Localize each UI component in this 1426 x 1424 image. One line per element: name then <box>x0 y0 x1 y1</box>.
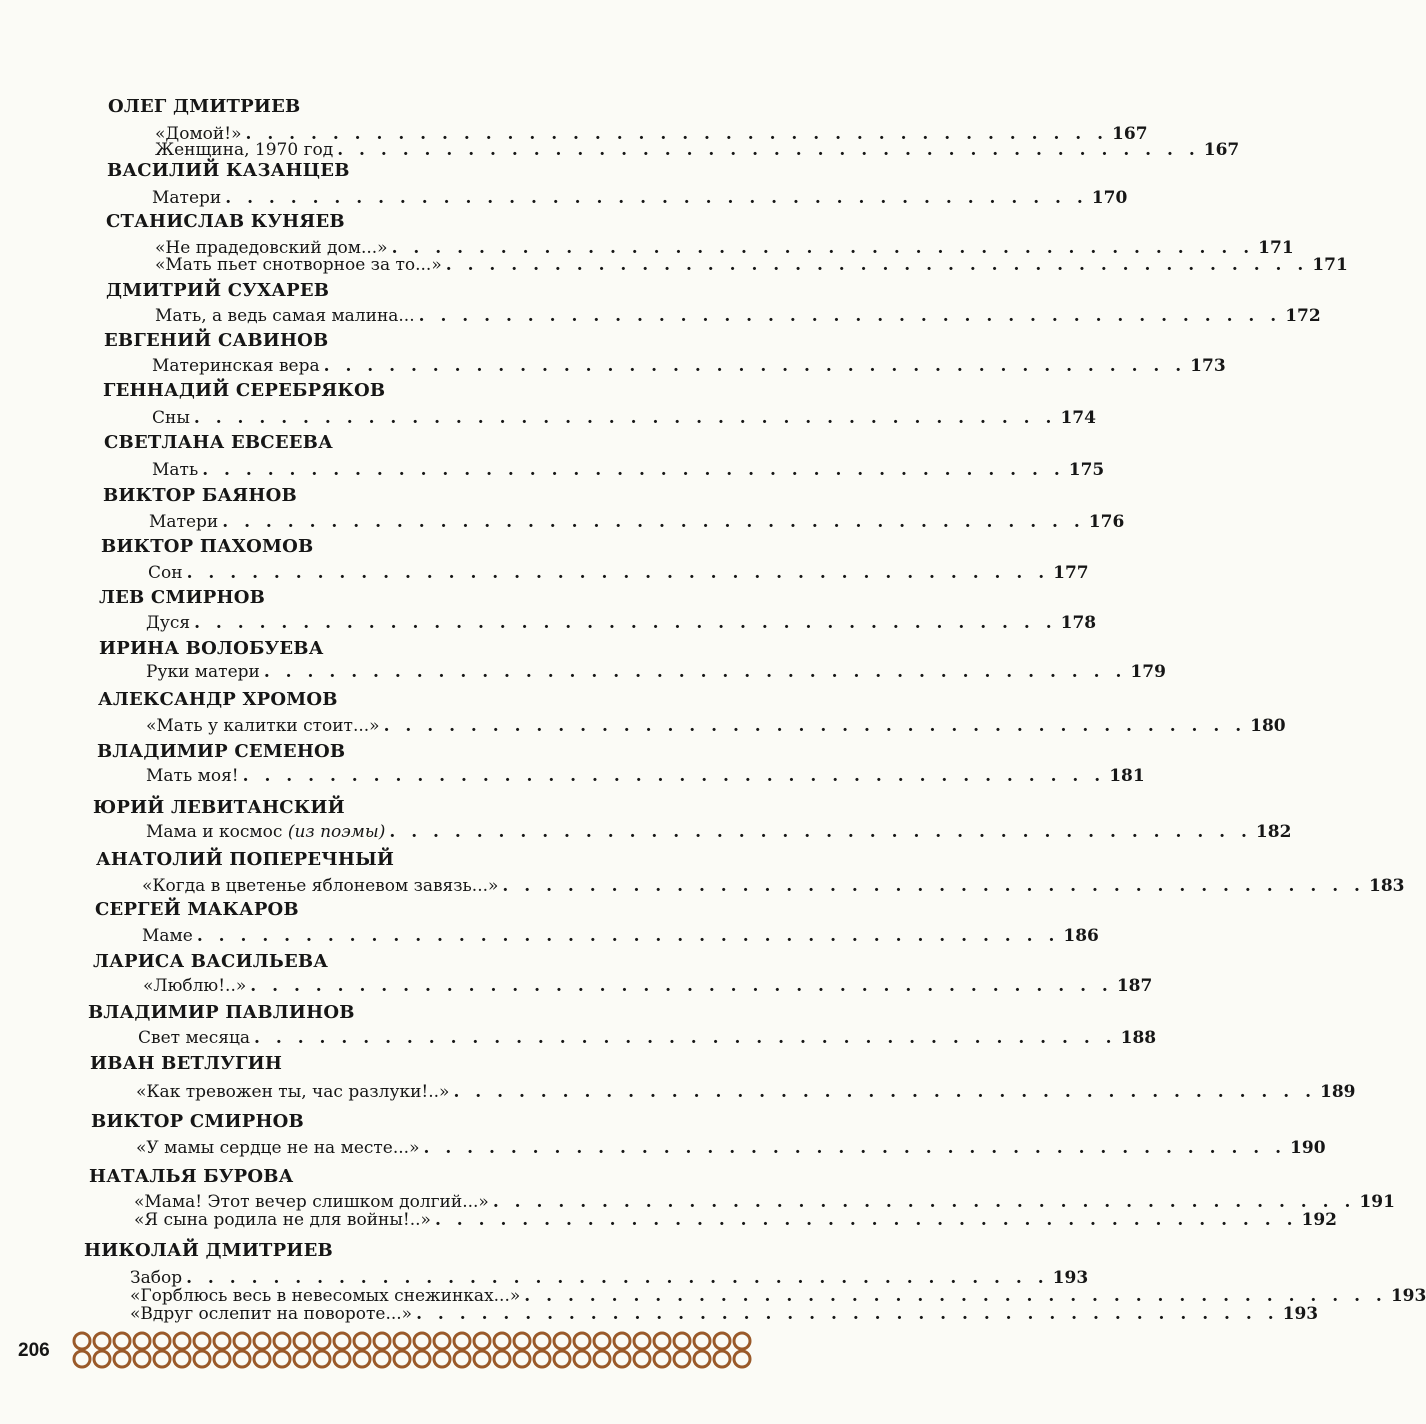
ornament-dot <box>140 1348 144 1352</box>
ornament-ring <box>214 1351 230 1367</box>
ornament-ring <box>454 1351 470 1367</box>
poem-title <box>146 613 190 633</box>
toc-entry <box>143 976 1153 998</box>
ornament-ring <box>374 1351 390 1367</box>
poem-title <box>142 876 498 896</box>
poem-title <box>136 1082 449 1102</box>
toc-entry <box>146 613 1097 635</box>
ornament-ring <box>354 1333 370 1349</box>
ornament-ring <box>614 1333 630 1349</box>
poem-title-text: «Вдруг ослепит на повороте...» <box>130 1304 413 1324</box>
ornament-ring <box>194 1351 210 1367</box>
ornament-dot <box>440 1348 444 1352</box>
author-name: СЕРГЕЙ МАКАРОВ <box>95 899 299 920</box>
poem-title <box>148 563 183 583</box>
poem-title-text: Забор <box>130 1268 183 1288</box>
ornament-dot <box>520 1348 524 1352</box>
toc-entry <box>130 1304 1319 1326</box>
ornament-dot <box>240 1348 244 1352</box>
poem-title <box>143 976 246 996</box>
page-ref: 191 <box>1359 1192 1395 1212</box>
ornament-ring <box>234 1333 250 1349</box>
poem-title <box>146 766 239 786</box>
ornament-ring <box>674 1351 690 1367</box>
author-name: АЛЕКСАНДР ХРОМОВ <box>98 689 338 710</box>
ornament-ring <box>714 1351 730 1367</box>
page-ref: 167 <box>1112 124 1148 144</box>
ornament-ring <box>694 1351 710 1367</box>
page-ref: 173 <box>1190 356 1226 376</box>
author-name: ДМИТРИЙ СУХАРЕВ <box>106 280 330 301</box>
poem-title-text: Сон <box>148 563 183 583</box>
ornament-dot <box>540 1348 544 1352</box>
ornament-dot <box>220 1348 224 1352</box>
ornament-dot <box>300 1348 304 1352</box>
ornament-dot <box>740 1348 744 1352</box>
ornament-ring <box>634 1333 650 1349</box>
ornament-ring <box>254 1333 270 1349</box>
poem-title <box>136 1138 419 1158</box>
poem-title-text: Мать, а ведь самая малина... <box>155 306 415 326</box>
author-name: ВЛАДИМИР СЕМЕНОВ <box>97 741 346 762</box>
poem-title <box>134 1192 489 1212</box>
poem-title <box>146 716 380 736</box>
dot-leader: . . . . . . . . . . . . . . . . . . . . . . . . . . . . . . . . . . . . . . . . <box>434 1210 1298 1230</box>
ornament-dot <box>320 1348 324 1352</box>
page-ref: 176 <box>1088 512 1125 532</box>
author-name: АНАТОЛИЙ ПОПЕРЕЧНЫЙ <box>96 849 395 870</box>
author-name: НАТАЛЬЯ БУРОВА <box>89 1166 294 1187</box>
ornament-ring <box>534 1351 550 1367</box>
dot-leader: . . . . . . . . . . . . . . . . . . . . . . . . . . . . . . . . . . . . . . . . <box>389 822 1252 842</box>
ornament-dot <box>720 1348 724 1352</box>
ornament-ring <box>394 1333 410 1349</box>
author-name: ВИКТОР ПАХОМОВ <box>101 536 314 557</box>
poem-title-text: Матери <box>152 188 222 208</box>
ornament-ring <box>494 1351 510 1367</box>
dot-leader: . . . . . . . . . . . . . . . . . . . . . . . . . . . . . . . . . . . . . . . . <box>418 306 1282 326</box>
dot-leader: . . . . . . . . . . . . . . . . . . . . . . . . . . . . . . . . . . . . . . . . <box>202 460 1065 480</box>
ornament-ring <box>74 1351 90 1367</box>
dot-leader: . . . . . . . . . . . . . . . . . . . . . . . . . . . . . . . . . . . . . . . . <box>186 1268 1049 1288</box>
dot-leader: . . . . . . . . . . . . . . . . . . . . . . . . . . . . . . . . . . . . . . . . <box>383 716 1247 736</box>
ornament-ring <box>234 1351 250 1367</box>
ornament-ring <box>734 1351 750 1367</box>
page-ref: 180 <box>1250 716 1286 736</box>
poem-title-text: Свет месяца <box>138 1028 251 1048</box>
toc-entry <box>155 306 1321 328</box>
ornament-ring <box>434 1351 450 1367</box>
poem-title-text: «У мамы сердце не на месте...» <box>136 1138 420 1158</box>
ornament-ring <box>334 1351 350 1367</box>
poem-title-text: Мама и космос <box>146 822 283 842</box>
page-ref: 175 <box>1068 460 1105 480</box>
dot-leader: . . . . . . . . . . . . . . . . . . . . . . . . . . . . . . . . . . . . . . . . <box>196 926 1060 946</box>
poem-title-text: «Мама! Этот вечер слишком долгий...» <box>134 1192 489 1212</box>
ornament-ring <box>294 1351 310 1367</box>
ornament-dot <box>380 1348 384 1352</box>
decorative-ornament-border <box>70 1328 760 1372</box>
poem-title-text: «Мать пьет снотворное за то...» <box>155 255 442 275</box>
ornament-ring <box>474 1333 490 1349</box>
poem-title <box>152 408 190 428</box>
ornament-dot <box>80 1348 84 1352</box>
author-name: ВЛАДИМИР ПАВЛИНОВ <box>88 1002 355 1023</box>
poem-title-text: Маме <box>142 926 193 946</box>
toc-entry <box>142 876 1405 898</box>
ornament-ring <box>414 1333 430 1349</box>
poem-title <box>149 512 218 532</box>
dot-leader: . . . . . . . . . . . . . . . . . . . . . . . . . . . . . . . . . . . . . . . . <box>445 255 1309 275</box>
page-ref: 182 <box>1255 822 1292 842</box>
author-name: СТАНИСЛАВ КУНЯЕВ <box>106 211 345 232</box>
poem-title <box>130 1286 520 1306</box>
dot-leader: . . . . . . . . . . . . . . . . . . . . . . . . . . . . . . . . . . . . . . . . <box>502 876 1365 896</box>
ornament-ring <box>514 1333 530 1349</box>
ornament-ring <box>294 1333 310 1349</box>
ornament-ring <box>694 1333 710 1349</box>
ornament-ring <box>634 1351 650 1367</box>
ornament-ring <box>574 1351 590 1367</box>
ornament-ring <box>434 1333 450 1349</box>
poem-title <box>152 460 198 480</box>
ornament-dot <box>460 1348 464 1352</box>
poem-title-text: «Я сына родила не для войны!..» <box>134 1210 431 1230</box>
ornament-ring <box>314 1333 330 1349</box>
author-name: СВЕТЛАНА ЕВСЕЕВА <box>104 432 333 453</box>
ornament-ring <box>94 1333 110 1349</box>
dot-leader: . . . . . . . . . . . . . . . . . . . . . . . . . . . . . . . . . . . . . . . . <box>245 124 1109 144</box>
ornament-ring <box>534 1333 550 1349</box>
toc-entry <box>152 408 1096 430</box>
poem-title-text: Сны <box>152 408 190 428</box>
ornament-dot <box>100 1348 104 1352</box>
ornament-ring <box>554 1351 570 1367</box>
toc-entry <box>155 255 1348 277</box>
toc-entry <box>155 140 1240 162</box>
ornament-ring <box>374 1333 390 1349</box>
ornament-ring <box>674 1333 690 1349</box>
poem-title-text: Руки матери <box>146 662 260 682</box>
dot-leader: . . . . . . . . . . . . . . . . . . . . . . . . . . . . . . . . . . . . . . . . <box>254 1028 1117 1048</box>
ornament-ring <box>654 1351 670 1367</box>
author-name: ОЛЕГ ДМИТРИЕВ <box>108 96 301 117</box>
ornament-ring <box>454 1333 470 1349</box>
poem-note: (из поэмы) <box>287 822 386 842</box>
page-ref: 178 <box>1060 613 1097 633</box>
dot-leader: . . . . . . . . . . . . . . . . . . . . . . . . . . . . . . . . . . . . . . . . <box>416 1304 1279 1324</box>
toc-entry <box>149 512 1125 534</box>
ornament-dot <box>360 1348 364 1352</box>
dot-leader: . . . . . . . . . . . . . . . . . . . . . . . . . . . . . . . . . . . . . . . . <box>323 356 1187 376</box>
page-ref: 171 <box>1312 255 1348 275</box>
ornament-ring <box>554 1333 570 1349</box>
toc-entry <box>142 926 1099 948</box>
author-name: ЛЕВ СМИРНОВ <box>99 587 266 608</box>
poem-title-text: Дуся <box>146 613 191 633</box>
ornament-ring <box>274 1333 290 1349</box>
ornament-ring <box>654 1333 670 1349</box>
ornament-ring <box>134 1351 150 1367</box>
ornament-ring <box>594 1351 610 1367</box>
poem-title <box>138 1028 250 1048</box>
page-ref: 189 <box>1320 1082 1356 1102</box>
toc-entry <box>146 662 1166 684</box>
dot-leader: . . . . . . . . . . . . . . . . . . . . . . . . . . . . . . . . . . . . . . . . <box>193 408 1057 428</box>
poem-title <box>130 1268 182 1288</box>
poem-title <box>155 306 415 326</box>
ornament-ring <box>594 1333 610 1349</box>
ornament-ring <box>314 1351 330 1367</box>
dot-leader: . . . . . . . . . . . . . . . . . . . . . . . . . . . . . . . . . . . . . . . . <box>194 613 1057 633</box>
poem-title <box>146 822 385 842</box>
dot-leader: . . . . . . . . . . . . . . . . . . . . . . . . . . . . . . . . . . . . . . . . <box>242 766 1106 786</box>
dot-leader: . . . . . . . . . . . . . . . . . . . . . . . . . . . . . . . . . . . . . . . . <box>250 976 1113 996</box>
ornament-ring <box>474 1351 490 1367</box>
ornament-dot <box>600 1348 604 1352</box>
toc-entry <box>134 1210 1337 1232</box>
page-ref: 192 <box>1301 1210 1337 1230</box>
ornament-ring <box>394 1351 410 1367</box>
ornament-ring <box>414 1351 430 1367</box>
ornament-ring <box>714 1333 730 1349</box>
ornament-ring <box>154 1333 170 1349</box>
poem-title <box>155 140 333 160</box>
ornament-ring <box>154 1351 170 1367</box>
ornament-ring <box>114 1351 130 1367</box>
dot-leader: . . . . . . . . . . . . . . . . . . . . . . . . . . . . . . . . . . . . . . . . <box>337 140 1200 160</box>
author-name: ИРИНА ВОЛОБУЕВА <box>99 638 324 659</box>
dot-leader: . . . . . . . . . . . . . . . . . . . . . . . . . . . . . . . . . . . . . . . . <box>225 188 1088 208</box>
poem-title-text: «Горблюсь весь в невесомых снежинках...» <box>130 1286 521 1306</box>
poem-title <box>146 662 260 682</box>
poem-title-text: Женщина, 1970 год <box>155 140 334 160</box>
dot-leader: . . . . . . . . . . . . . . . . . . . . . . . . . . . . . . . . . . . . . . . . <box>423 1138 1287 1158</box>
ornament-ring <box>174 1351 190 1367</box>
page-ref: 181 <box>1109 766 1145 786</box>
ornament-dot <box>620 1348 624 1352</box>
page-ref: 170 <box>1091 188 1128 208</box>
poem-title <box>152 356 320 376</box>
page-ref: 186 <box>1063 926 1099 946</box>
ornament-dot <box>160 1348 164 1352</box>
toc-entry <box>146 766 1145 788</box>
toc-entry <box>148 563 1089 585</box>
ornament-ring <box>174 1333 190 1349</box>
ornament-ring <box>94 1351 110 1367</box>
page-ref: 183 <box>1368 876 1405 896</box>
toc-entry <box>136 1082 1356 1104</box>
page-ref: 188 <box>1120 1028 1157 1048</box>
ornament-dot <box>560 1348 564 1352</box>
toc-entry <box>146 822 1292 844</box>
toc-entry <box>152 356 1226 378</box>
page-ref: 174 <box>1060 408 1096 428</box>
page-ref: 190 <box>1290 1138 1326 1158</box>
page-ref: 179 <box>1130 662 1166 682</box>
poem-title <box>142 926 193 946</box>
ornament-dot <box>280 1348 284 1352</box>
toc-entry <box>152 460 1105 482</box>
ornament-dot <box>120 1348 124 1352</box>
author-name: ВИКТОР БАЯНОВ <box>103 485 297 506</box>
author-name: ВАСИЛИЙ КАЗАНЦЕВ <box>107 160 350 181</box>
page-ref: 171 <box>1258 238 1294 258</box>
ornament-dot <box>480 1348 484 1352</box>
ornament-ring <box>194 1333 210 1349</box>
dot-leader: . . . . . . . . . . . . . . . . . . . . . . . . . . . . . . . . . . . . . . . . <box>524 1286 1387 1306</box>
dot-leader: . . . . . . . . . . . . . . . . . . . . . . . . . . . . . . . . . . . . . . . . <box>263 662 1127 682</box>
ornament-ring <box>734 1333 750 1349</box>
ornament-dot <box>700 1348 704 1352</box>
author-name: ГЕННАДИЙ СЕРЕБРЯКОВ <box>103 380 386 401</box>
poem-title-text: Матери <box>149 512 219 532</box>
ornament-ring <box>74 1333 90 1349</box>
page-ref: 187 <box>1116 976 1153 996</box>
page-ref: 193 <box>1390 1286 1426 1306</box>
author-name: ВИКТОР СМИРНОВ <box>91 1111 304 1132</box>
page-ref: 193 <box>1282 1304 1319 1324</box>
poem-title-text: «Мать у калитки стоит...» <box>146 716 380 736</box>
ornament-ring <box>494 1333 510 1349</box>
dot-leader: . . . . . . . . . . . . . . . . . . . . . . . . . . . . . . . . . . . . . . . . <box>391 238 1255 258</box>
ornament-dot <box>500 1348 504 1352</box>
author-name: ЛАРИСА ВАСИЛЬЕВА <box>93 951 329 972</box>
poem-title <box>155 255 442 275</box>
poem-title-text: Материнская вера <box>152 356 320 376</box>
ornament-ring <box>334 1333 350 1349</box>
ornament-dot <box>340 1348 344 1352</box>
ornament-ring <box>254 1351 270 1367</box>
ornament-dot <box>200 1348 204 1352</box>
ornament-ring <box>214 1333 230 1349</box>
poem-title <box>130 1304 412 1324</box>
page-ref: 193 <box>1052 1268 1089 1288</box>
page-ref: 172 <box>1285 306 1321 326</box>
author-name: ЮРИЙ ЛЕВИТАНСКИЙ <box>93 797 345 818</box>
ornament-ring <box>274 1351 290 1367</box>
ornament-dot <box>640 1348 644 1352</box>
poem-title-text: «Домой!» <box>155 124 242 144</box>
page-ref: 167 <box>1203 140 1240 160</box>
poem-title-text: «Люблю!..» <box>143 976 247 996</box>
poem-title-text: «Как тревожен ты, час разлуки!..» <box>136 1082 450 1102</box>
dot-leader: . . . . . . . . . . . . . . . . . . . . . . . . . . . . . . . . . . . . . . . . <box>453 1082 1316 1102</box>
ornament-dot <box>180 1348 184 1352</box>
poem-title-text: «Не прадедовский дом...» <box>155 238 388 258</box>
dot-leader: . . . . . . . . . . . . . . . . . . . . . . . . . . . . . . . . . . . . . . . . <box>222 512 1085 532</box>
ornament-dot <box>420 1348 424 1352</box>
poem-title-text: «Когда в цветенье яблоневом завязь...» <box>142 876 499 896</box>
page-number: 206 <box>18 1340 50 1361</box>
ornament-ring <box>134 1333 150 1349</box>
dot-leader: . . . . . . . . . . . . . . . . . . . . . . . . . . . . . . . . . . . . . . . . <box>492 1192 1356 1212</box>
ornament-ring <box>354 1351 370 1367</box>
ornament-ring <box>574 1333 590 1349</box>
toc-entry <box>138 1028 1157 1050</box>
dot-leader: . . . . . . . . . . . . . . . . . . . . . . . . . . . . . . . . . . . . . . . . <box>186 563 1050 583</box>
poem-title-text: Мать моя! <box>146 766 239 786</box>
ornament-ring <box>514 1351 530 1367</box>
page-ref: 177 <box>1053 563 1089 583</box>
ornament-dot <box>400 1348 404 1352</box>
poem-title <box>134 1210 431 1230</box>
ornament-ring <box>614 1351 630 1367</box>
poem-title <box>152 188 221 208</box>
ornament-dot <box>680 1348 684 1352</box>
ornament-dot <box>660 1348 664 1352</box>
poem-title-text: Мать <box>152 460 199 480</box>
author-name: НИКОЛАЙ ДМИТРИЕВ <box>84 1240 333 1261</box>
author-name: ЕВГЕНИЙ САВИНОВ <box>104 330 329 351</box>
toc-entry <box>136 1138 1326 1160</box>
toc-entry <box>152 188 1128 210</box>
author-name: ИВАН ВЕТЛУГИН <box>90 1053 283 1074</box>
toc-entry <box>146 716 1286 738</box>
ornament-ring <box>114 1333 130 1349</box>
ornament-dot <box>580 1348 584 1352</box>
ornament-dot <box>260 1348 264 1352</box>
